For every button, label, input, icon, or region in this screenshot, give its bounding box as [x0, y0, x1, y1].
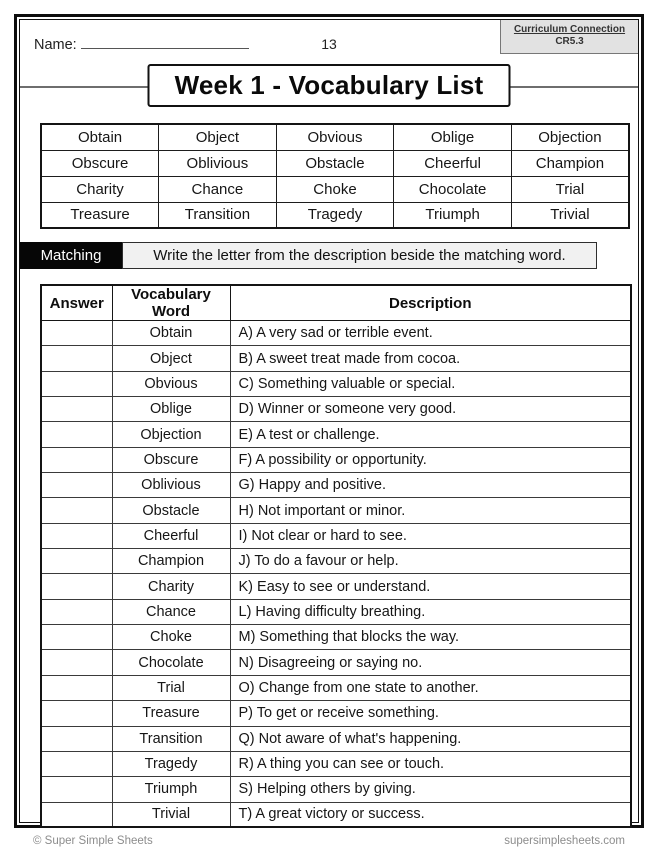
word-bank-cell: Champion: [511, 150, 629, 176]
word-bank-cell: Treasure: [41, 202, 159, 228]
matching-row: [41, 751, 631, 776]
description-cell: I) Not clear or hard to see.: [230, 523, 631, 548]
word-cell: Chance: [112, 599, 230, 624]
word-cell: Transition: [112, 726, 230, 751]
description-cell: F) A possibility or opportunity.: [230, 447, 631, 472]
curriculum-badge-code: CR5.3: [555, 36, 584, 47]
description-cell: D) Winner or someone very good.: [230, 397, 631, 422]
description-cell: C) Something valuable or special.: [230, 371, 631, 396]
word-bank-cell: Obvious: [276, 124, 394, 150]
word-bank-cell: Tragedy: [276, 202, 394, 228]
word-bank-cell: Choke: [276, 176, 394, 202]
description-cell: Q) Not aware of what's happening.: [230, 726, 631, 751]
word-bank-cell: Charity: [41, 176, 159, 202]
answer-cell: [41, 599, 112, 624]
description-cell: O) Change from one state to another.: [230, 675, 631, 700]
answer-cell: [41, 397, 112, 422]
page-number: 13: [321, 36, 337, 52]
word-cell: Chocolate: [112, 650, 230, 675]
matching-row: [41, 726, 631, 751]
word-bank-cell: Oblige: [394, 124, 512, 150]
matching-row: [41, 523, 631, 548]
word-bank-row: [41, 150, 629, 176]
description-cell: J) To do a favour or help.: [230, 549, 631, 574]
description-cell: P) To get or receive something.: [230, 701, 631, 726]
word-cell: Objection: [112, 422, 230, 447]
matching-row: [41, 701, 631, 726]
word-bank-cell: Transition: [159, 202, 277, 228]
page-title: Week 1 - Vocabulary List: [174, 70, 484, 100]
matching-row: [41, 802, 631, 827]
title-box: [148, 64, 511, 107]
word-cell: Object: [112, 346, 230, 371]
matching-row: [41, 574, 631, 599]
answer-cell: [41, 523, 112, 548]
answer-cell: [41, 422, 112, 447]
description-cell: B) A sweet treat made from cocoa.: [230, 346, 631, 371]
word-bank-cell: Oblivious: [159, 150, 277, 176]
word-bank-body: [41, 124, 629, 228]
description-cell: H) Not important or minor.: [230, 498, 631, 523]
matching-row: [41, 675, 631, 700]
word-bank-cell: Trial: [511, 176, 629, 202]
word-bank-cell: Cheerful: [394, 150, 512, 176]
matching-row: [41, 397, 631, 422]
curriculum-connection-badge: [500, 20, 638, 54]
answer-cell: [41, 498, 112, 523]
description-cell: R) A thing you can see or touch.: [230, 751, 631, 776]
page-footer: [33, 835, 625, 851]
matching-row: [41, 498, 631, 523]
word-bank-row: [41, 202, 629, 228]
answer-cell: [41, 346, 112, 371]
matching-row: [41, 777, 631, 802]
description-cell: K) Easy to see or understand.: [230, 574, 631, 599]
word-bank-cell: Chance: [159, 176, 277, 202]
matching-row: [41, 473, 631, 498]
matching-row: [41, 625, 631, 650]
matching-row: [41, 321, 631, 346]
matching-row: [41, 447, 631, 472]
name-label: Name:: [34, 37, 77, 53]
answer-cell: [41, 473, 112, 498]
word-cell: Trivial: [112, 802, 230, 827]
matching-header-row: [41, 285, 631, 321]
answer-cell: [41, 549, 112, 574]
answer-cell: [41, 751, 112, 776]
word-cell: Obtain: [112, 321, 230, 346]
curriculum-badge-title: Curriculum Connection: [513, 24, 626, 35]
description-cell: M) Something that blocks the way.: [230, 625, 631, 650]
description-cell: E) A test or challenge.: [230, 422, 631, 447]
word-cell: Obstacle: [112, 498, 230, 523]
word-cell: Oblivious: [112, 473, 230, 498]
matching-table: [40, 284, 632, 828]
matching-table-body: [41, 321, 631, 828]
word-cell: Tragedy: [112, 751, 230, 776]
matching-section-label: Matching: [20, 242, 122, 269]
answer-cell: [41, 371, 112, 396]
answer-cell: [41, 625, 112, 650]
matching-row: [41, 549, 631, 574]
word-bank-cell: Obstacle: [276, 150, 394, 176]
column-header-answer: Answer: [41, 285, 112, 321]
word-cell: Oblige: [112, 397, 230, 422]
matching-section-bar: [20, 242, 597, 269]
word-bank-cell: Chocolate: [394, 176, 512, 202]
column-header-word: Vocabulary Word: [112, 285, 230, 321]
matching-row: [41, 599, 631, 624]
word-cell: Cheerful: [112, 523, 230, 548]
answer-cell: [41, 777, 112, 802]
description-cell: L) Having difficulty breathing.: [230, 599, 631, 624]
matching-row: [41, 650, 631, 675]
footer-copyright: © Super Simple Sheets: [33, 835, 153, 847]
description-cell: G) Happy and positive.: [230, 473, 631, 498]
word-bank-cell: Trivial: [511, 202, 629, 228]
word-bank-row: [41, 176, 629, 202]
word-bank-cell: Object: [159, 124, 277, 150]
answer-cell: [41, 701, 112, 726]
answer-cell: [41, 447, 112, 472]
answer-cell: [41, 574, 112, 599]
answer-cell: [41, 802, 112, 827]
matching-row: [41, 422, 631, 447]
word-cell: Triumph: [112, 777, 230, 802]
word-bank-cell: Obtain: [41, 124, 159, 150]
matching-row: [41, 346, 631, 371]
description-cell: N) Disagreeing or saying no.: [230, 650, 631, 675]
matching-row: [41, 371, 631, 396]
word-cell: Champion: [112, 549, 230, 574]
answer-cell: [41, 321, 112, 346]
answer-cell: [41, 675, 112, 700]
answer-cell: [41, 726, 112, 751]
column-header-description: Description: [230, 285, 631, 321]
word-cell: Obscure: [112, 447, 230, 472]
page-frame-inner: [19, 19, 639, 823]
word-bank-row: [41, 124, 629, 150]
matching-instruction: Write the letter from the description beside the matching word.: [122, 242, 597, 269]
footer-website: supersimplesheets.com: [504, 835, 625, 847]
word-cell: Treasure: [112, 701, 230, 726]
answer-cell: [41, 650, 112, 675]
word-cell: Obvious: [112, 371, 230, 396]
word-cell: Choke: [112, 625, 230, 650]
description-cell: T) A great victory or success.: [230, 802, 631, 827]
description-cell: A) A very sad or terrible event.: [230, 321, 631, 346]
word-bank-cell: Triumph: [394, 202, 512, 228]
word-bank-table: [40, 123, 630, 229]
description-cell: S) Helping others by giving.: [230, 777, 631, 802]
page-frame: [14, 14, 644, 828]
word-cell: Charity: [112, 574, 230, 599]
word-cell: Trial: [112, 675, 230, 700]
word-bank-cell: Objection: [511, 124, 629, 150]
word-bank-cell: Obscure: [41, 150, 159, 176]
